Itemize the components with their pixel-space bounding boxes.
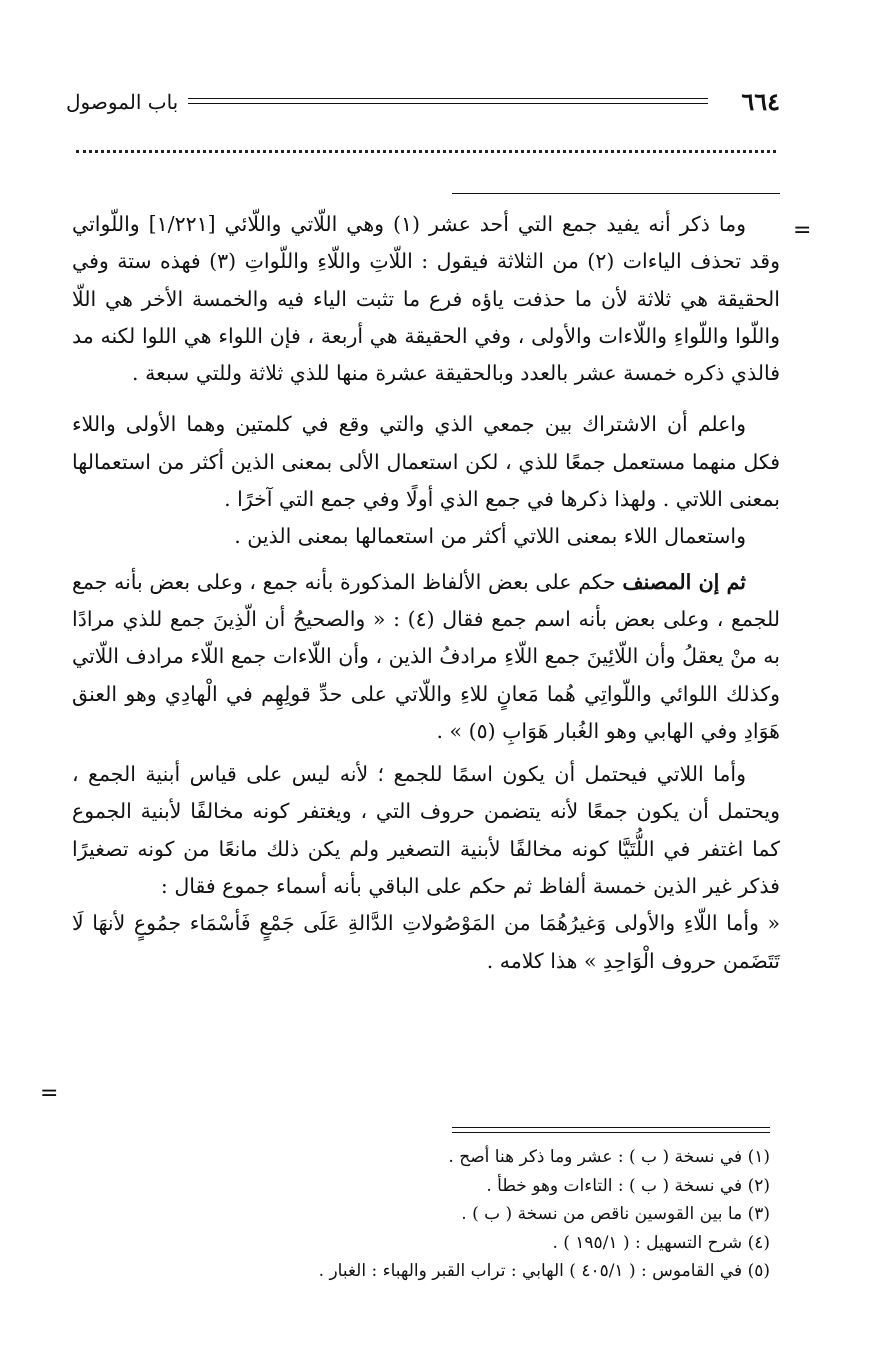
footnotes [200,1143,770,1286]
footnote-4: (٤) شرح التسهيل : ( ١٩٥/١ ) . [552,1232,770,1253]
dotted-separator [76,150,776,153]
margin-mark-left: = [40,1081,59,1106]
quotation: « وأما اللّاءِ والأولى وَغيرُهُمَا من المَوْصُولاتِ الدَّالةِ عَلَى جَمْعٍ فَأسْمَاء جمُوعٍ لأنهَا لَا تَتَضَمن حروف الْوَاحِدِ » هذا كلامه . [72,911,780,973]
chapter-title: باب الموصول [66,90,179,114]
footnote-2: (٢) في نسخة ( ب ) : التاءات وهو خطأ . [486,1175,770,1196]
page-header [66,86,780,118]
paragraph-5: وأما اللاتي فيحتمل أن يكون اسمًا للجمع ؛ لأنه ليس على قياس أبنية الجمع ، ويحتمل أن يكون جمعًا لأنه يتضمن حروف التي ، ويغتفر كونه مخالفًا لأبنية الجموع كما اغتفر في اللُّتَيَّا كونه مخالفًا لأبنية التصغير ولم يكن ذلك مانعًا من كونه تصغيرًا فذكر غير الذين خمسة ألفاظ ثم حكم على الباقي بأنه أسماء جموع فقال : [72,762,780,899]
footnote-3: (٣) ما بين القوسين ناقص من نسخة ( ب ) . [461,1204,770,1224]
paragraph-4-text: حكم على بعض الألفاظ المذكورة بأنه جمع ، وعلى بعض بأنه جمع للجمع ، وعلى بعض بأنه اسم جمع فقال (٤) : « والصحيحُ أن الّذِينَ جمع للذي مرادًا به منْ يعقلُ وأن اللّائِينَ جمع اللّاءِ مرادفُ الذين ، وأن اللّاءات جمع اللّاء مرادف اللّاتي وكذلك اللوائي واللّواتِي هُما مَعانٍ للاءِ واللّاتي على حدِّ قولِهِم في الْهادِي وهو العنق هَوَادِ وفي الهابي وهو الغُبار هَوَابِ (٥) » . [72,569,780,743]
main-text [72,206,780,980]
paragraph-2: واعلم أن الاشتراك بين جمعي الذي والتي وقع في كلمتين وهما الأولى واللاء فكل منهما مستعمل جمعًا للذي ، لكن استعمال الألى بمعنى الذين أكثر من استعمالها بمعنى اللاتي . ولهذا ذكرها في جمع الذي أولًا وفي جمع التي آخرًا . [72,412,780,512]
top-rule [452,193,780,194]
footnote-5: (٥) في القاموس : ( ٤٠٥/١ ) الهابي : تراب القبر والهباء : الغبار . [318,1261,770,1281]
header-rule [188,98,708,104]
footnote-separator [452,1127,770,1133]
footnote-1: (١) في نسخة ( ب ) : عشر وما ذكر هنا أصح . [448,1147,770,1167]
paragraph-1: وما ذكر أنه يفيد جمع التي أحد عشر (١) وهي اللّاتي واللّائي [١/٢٢١] واللّواتي وقد تحذف الياءات (٢) من الثلاثة فيقول : اللّاتِ واللّاءِ واللّواتِ (٣) فهذه ستة وفي الحقيقة هي ثلاثة لأن ما حذفت ياؤه فرع ما تثبت الياء فيه والخمسة الأخر هي اللّا واللّوا واللّواءِ واللّاءات والأولى ، وفي الحقيقة هي أربعة ، فإن اللواء هي اللوا لكنه مد فالذي ذكره خمسة عشر بالعدد وبالحقيقة عشرة منها للذي ثلاثة وللتي سبعة . [72,212,781,386]
author-reference: ثم إن المصنف [622,569,746,594]
paragraph-4 [72,564,780,750]
page-number: ٦٦٤ [741,87,780,116]
margin-mark-right: = [793,218,812,243]
paragraph-3: واستعمال اللاء بمعنى اللاتي أكثر من استعمالها بمعنى الذين . [234,524,746,549]
